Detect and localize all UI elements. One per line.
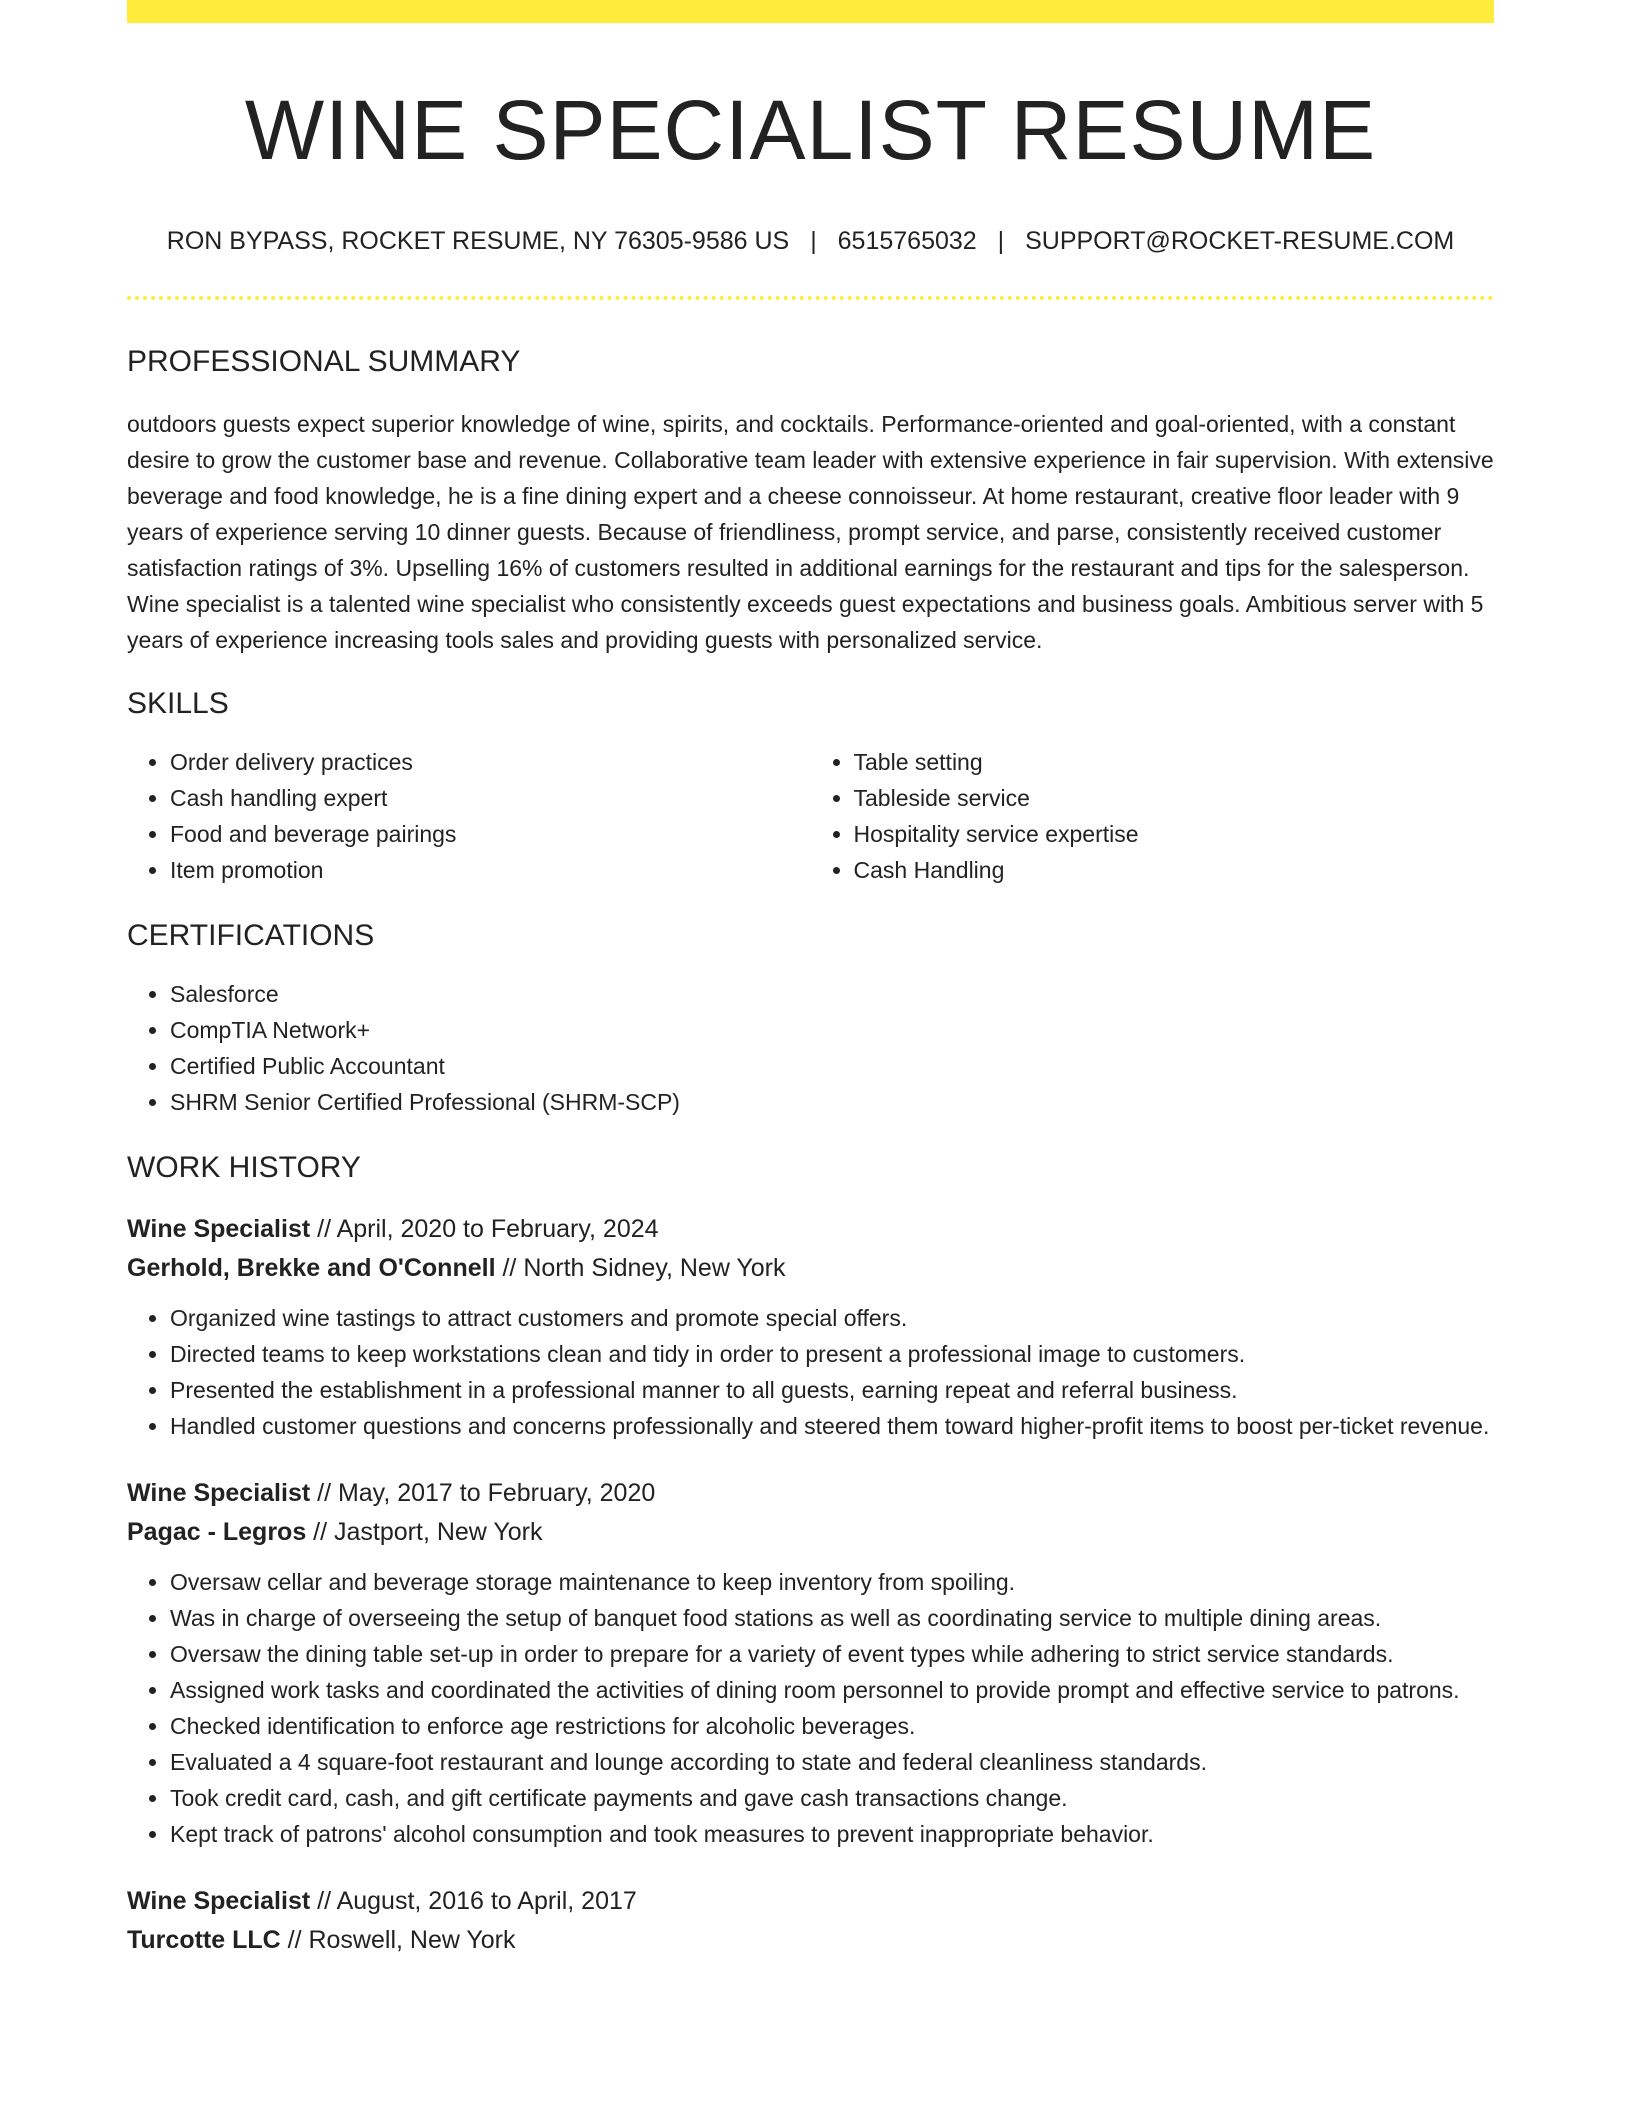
skill-item: • Hospitality service expertise xyxy=(854,816,1495,852)
certification-item: • Certified Public Accountant xyxy=(170,1048,1494,1084)
job-company-line xyxy=(127,1513,1494,1552)
contact-separator: | xyxy=(810,227,817,255)
job-company: Turcotte LLC xyxy=(127,1926,281,1954)
job-bullets xyxy=(127,1300,1494,1444)
contact-line xyxy=(127,224,1494,258)
job-bullet: • Handled customer questions and concerns professionally and steered them toward higher-profit items to boost per-ticket revenue. xyxy=(170,1408,1494,1444)
skill-item: • Cash handling expert xyxy=(170,780,811,816)
resume-content xyxy=(127,0,1494,1960)
job-title: Wine Specialist xyxy=(127,1479,311,1507)
work-history-heading: WORK HISTORY xyxy=(127,1151,361,1184)
skill-item: • Tableside service xyxy=(854,780,1495,816)
summary-text: outdoors guests expect superior knowledge of wine, spirits, and cocktails. Performance-oriented and goal-oriented, with a constant desire to grow the customer base and revenue. Collaborative team leader with extensive experience in fair supervision. With extensive beverage and food knowledge, he is a fine dining expert and a cheese connoisseur. At home restaurant, creative floor leader with 9 years of experience serving 10 dinner guests. Because of friendliness, prompt service, and parse, consistently received customer satisfaction ratings of 3%. Upselling 16% of customers resulted in additional earnings for the restaurant and tips for the salesperson. Wine specialist is a talented wine specialist who consistently exceeds guest expectations and business goals. Ambitious server with 5 years of experience increasing tools sales and providing guests with personalized service. xyxy=(127,411,1494,653)
skill-item: • Cash Handling xyxy=(854,852,1495,888)
job-bullet: • Assigned work tasks and coordinated the activities of dining room personnel to provide prompt and effective service to patrons. xyxy=(170,1672,1494,1708)
job-dates: // April, 2020 to February, 2024 xyxy=(310,1215,659,1243)
skill-item: • Item promotion xyxy=(170,852,811,888)
job-company: Gerhold, Brekke and O'Connell xyxy=(127,1254,496,1282)
job-bullet: • Kept track of patrons' alcohol consumption and took measures to prevent inappropriate behavior. xyxy=(170,1816,1494,1852)
certifications-heading: CERTIFICATIONS xyxy=(127,919,375,952)
contact-email: SUPPORT@ROCKET-RESUME.COM xyxy=(1025,227,1455,255)
skill-item: • Order delivery practices xyxy=(170,744,811,780)
job-entry xyxy=(127,1210,1494,1444)
contact-separator: | xyxy=(997,227,1005,255)
certification-item: • CompTIA Network+ xyxy=(170,1012,1494,1048)
job-company-line xyxy=(127,1921,1494,1960)
job-location: // Roswell, New York xyxy=(280,1926,516,1954)
job-entry xyxy=(127,1474,1494,1852)
skill-item: • Table setting xyxy=(854,744,1495,780)
job-bullet: • Oversaw cellar and beverage storage maintenance to keep inventory from spoiling. xyxy=(170,1564,1494,1600)
job-title-line xyxy=(127,1210,1494,1249)
resume-title: WINE SPECIALIST RESUME xyxy=(244,83,1377,177)
job-location: // North Sidney, New York xyxy=(495,1254,786,1282)
job-title: Wine Specialist xyxy=(127,1887,311,1915)
job-bullet: • Checked identification to enforce age restrictions for alcoholic beverages. xyxy=(170,1708,1494,1744)
job-bullets xyxy=(127,1564,1494,1852)
job-bullet: • Evaluated a 4 square-foot restaurant and lounge according to state and federal cleanliness standards. xyxy=(170,1744,1494,1780)
skill-item: • Food and beverage pairings xyxy=(170,816,811,852)
job-dates: // May, 2017 to February, 2020 xyxy=(310,1479,656,1507)
job-title-line xyxy=(127,1882,1494,1921)
job-bullet: • Presented the establishment in a professional manner to all guests, earning repeat and referral business. xyxy=(170,1372,1494,1408)
job-location: // Jastport, New York xyxy=(306,1518,543,1546)
certification-item: • SHRM Senior Certified Professional (SHRM-SCP) xyxy=(170,1084,1494,1120)
skills-grid xyxy=(127,744,1494,888)
job-bullet: • Was in charge of overseeing the setup of banquet food stations as well as coordinating service to multiple dining areas. xyxy=(170,1600,1494,1636)
certifications-list xyxy=(127,976,1494,1120)
job-bullet: • Took credit card, cash, and gift certificate payments and gave cash transactions change. xyxy=(170,1780,1494,1816)
contact-phone: 6515765032 xyxy=(837,227,977,255)
dotted-divider xyxy=(127,296,1494,300)
job-company-line xyxy=(127,1249,1494,1288)
skills-heading: SKILLS xyxy=(127,687,229,720)
skills-list-left xyxy=(127,744,811,888)
skills-list-right xyxy=(811,744,1495,888)
job-bullet: • Oversaw the dining table set-up in order to prepare for a variety of event types while adhering to strict service standards. xyxy=(170,1636,1494,1672)
contact-address: RON BYPASS, ROCKET RESUME, NY 76305-9586 US xyxy=(166,227,790,255)
summary-heading: PROFESSIONAL SUMMARY xyxy=(127,345,521,378)
job-dates: // August, 2016 to April, 2017 xyxy=(310,1887,637,1915)
job-bullet: • Organized wine tastings to attract customers and promote special offers. xyxy=(170,1300,1494,1336)
job-title-line xyxy=(127,1474,1494,1513)
certification-item: • Salesforce xyxy=(170,976,1494,1012)
job-title: Wine Specialist xyxy=(127,1215,311,1243)
job-bullet: • Directed teams to keep workstations clean and tidy in order to present a professional image to customers. xyxy=(170,1336,1494,1372)
job-company: Pagac - Legros xyxy=(127,1518,307,1546)
job-entry xyxy=(127,1882,1494,1960)
